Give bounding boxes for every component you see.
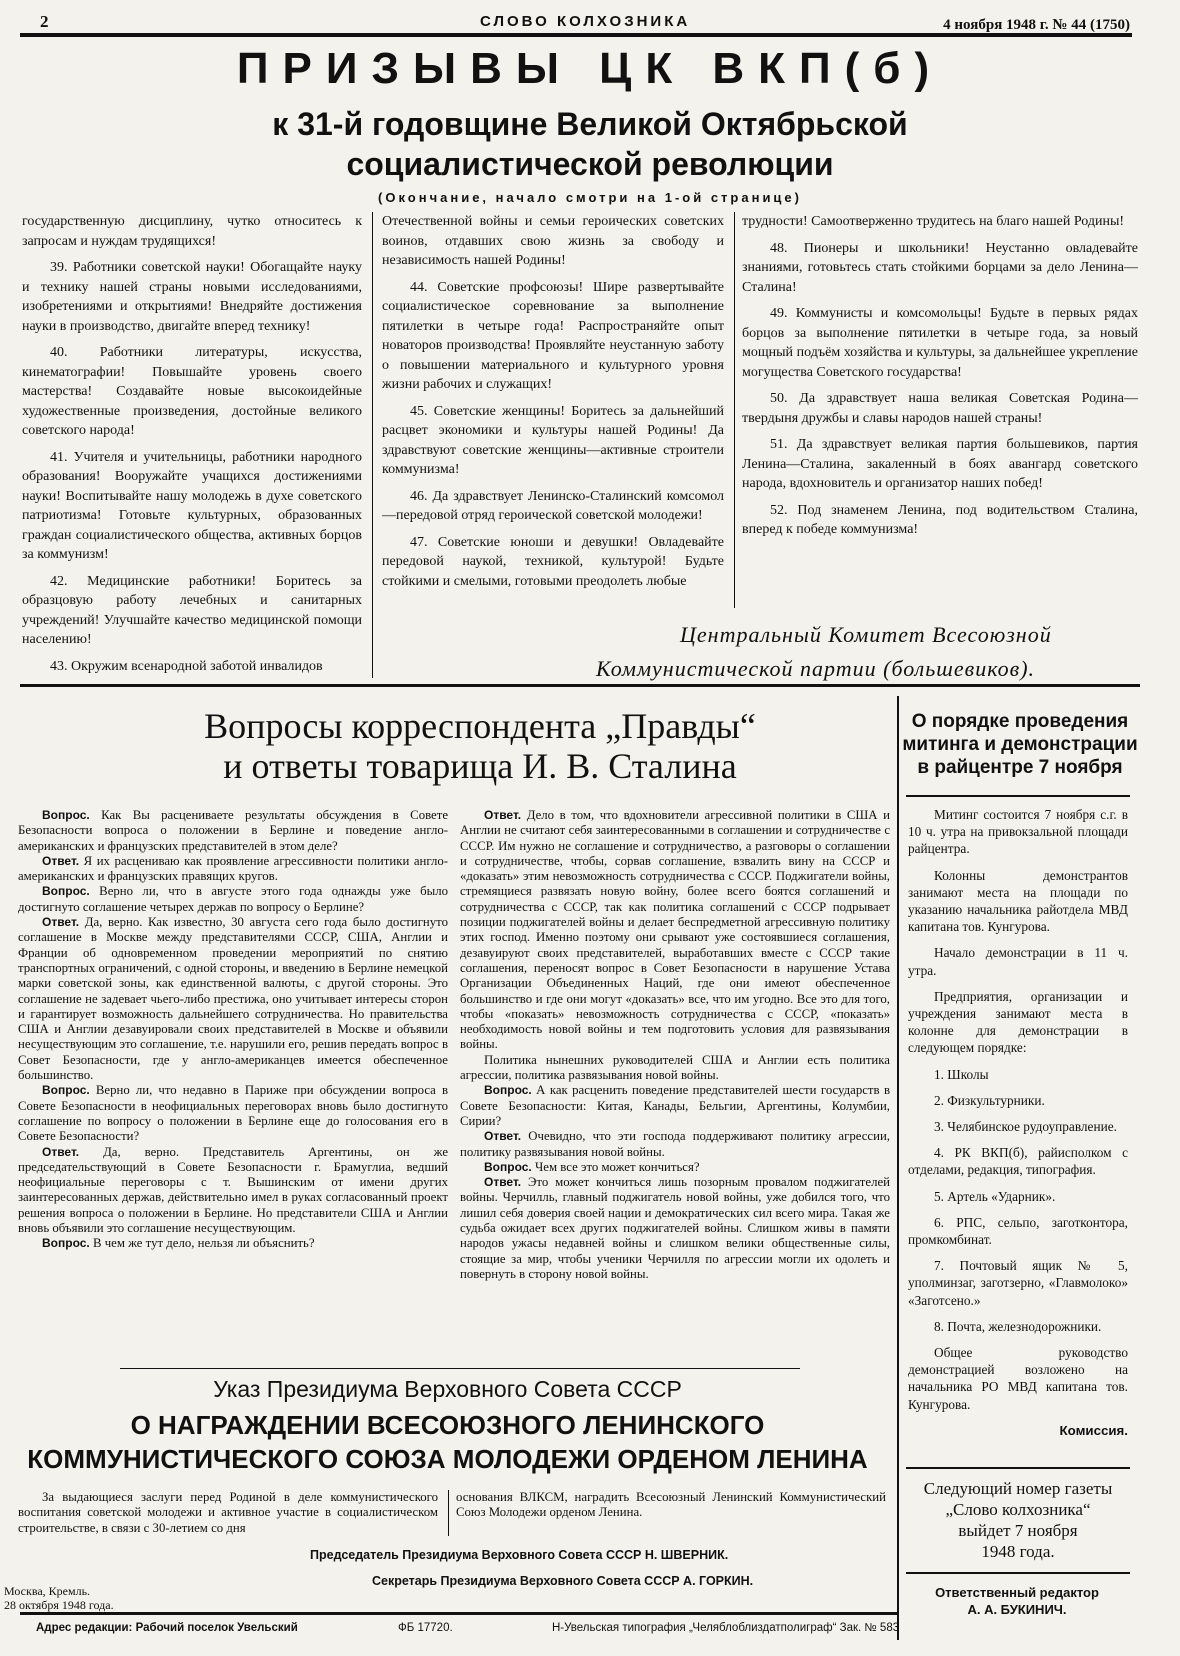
calls-column-1: [22, 212, 362, 683]
meeting-paragraph: 7. Почтовый ящик № 5, уполминзаг, заготзерно, «Главмолоко» «Заготсено.»: [908, 1258, 1128, 1308]
masthead: [40, 8, 1130, 33]
footer-rule: [20, 1612, 898, 1615]
calls-paragraph: 49. Коммунисты и комсомольцы! Будьте в первых рядах борцов за выполнение пятилетки в четыре года, за новый мощный подъём хозяйства и культуры, за дальнейшее укрепление могущества Советского государства!: [742, 306, 1138, 380]
next-issue-line: Следующий номер газеты: [923, 1479, 1113, 1498]
qa-text: Очевидно, что эти господа поддерживают политику агрессии, политику развязывания новой войны.: [460, 1129, 891, 1159]
meeting-paragraph: Предприятия, организации и учреждения занимают места в колонне для демонстрации в следующем порядке:: [908, 988, 1128, 1056]
meeting-paragraph: 4. РК ВКП(б), райисполком с отделами, редакция, типография.: [908, 1145, 1128, 1178]
qa-text: Дело в том, что вдохновители агрессивной политики в США и Англии не считают себя заинтересованными в соглашении и сотрудничестве с СССР. Им нужно не соглашение и сотрудничество, а разговоры о соглашении и сотрудничестве, чтобы, сорвав соглашение, взвалить вину на СССР и «доказать» этим невозможность сотрудничества с СССР. Поджигатели войны, стремящиеся развязать новую войну, более всего боятся соглашений и сотрудничества с СССР, так как политика соглашений с СССР подрывает позиции поджигателей войны и делает беспредметной агрессивную политику этих господ. Именно поэтому они срывают уже состоявшиеся соглашения, дезавуируют своих представителей, выработавших вместе с СССР такие соглашения, переносят вопрос в Совет Безопасности в нарушение Устава Организации Объединенных Наций, где они имеют обеспеченное большинство и где они могут «доказать» все, что им угодно. Все это для того, чтобы «показать» невозможность сотрудничества с СССР, «показать» необходимость новой войны и тем подготовить условия для развязывания войны.: [460, 808, 890, 1052]
qa-label: Вопрос.: [484, 1159, 532, 1174]
qa-text: Как Вы расцениваете результаты обсуждения в Совете Безопасности вопроса о положении в Берлине и поведение англо-американских и французских представителей в этом деле?: [18, 808, 449, 853]
calls-paragraph: 51. Да здравствует великая партия большевиков, партия Ленина—Сталина, закаленный в боях авангард советского народа, вдохновитель и организатор наших побед!: [742, 437, 1138, 491]
decree-divider: [448, 1490, 449, 1536]
calls-paragraph: Отечественной войны и семьи героических советских воинов, отдавших свою жизнь за свободу и независимость нашей Родины!: [382, 214, 724, 268]
calls-paragraph: государственную дисциплину, чутко относитесь к запросам и нуждам трудящихся!: [22, 214, 362, 249]
meeting-paragraph: Колонны демонстрантов занимают места на площади по указанию начальника райотдела МВД капитана тов. Кунгурова.: [908, 867, 1128, 935]
decree-secretary: Секретарь Президиума Верховного Совета СССР А. ГОРКИН.: [372, 1574, 754, 1588]
interview-column-1: [18, 808, 448, 1252]
calls-paragraph: 50. Да здравствует наша великая Советская Родина—твердыня дружбы и славы народов нашей страны!: [742, 391, 1138, 426]
next-issue-line: 1948 года.: [981, 1542, 1055, 1561]
qa-label: Ответ.: [42, 915, 80, 930]
meeting-paragraph: 1. Школы: [934, 1066, 989, 1082]
decree-text-right: [456, 1490, 886, 1521]
continuation-note: (Окончание, начало смотри на 1-ой странице): [378, 190, 802, 205]
decree-text-left: [18, 1490, 438, 1536]
qa-item: [460, 1160, 890, 1175]
next-issue-notice: [900, 1478, 1136, 1562]
calls-subtitle-line-1: к 31-й годовщине Великой Октябрьской: [272, 106, 908, 142]
column-divider: [372, 212, 373, 678]
editor-block: [904, 1584, 1130, 1618]
calls-title: ПРИЗЫВЫ ЦК ВКП(б): [236, 44, 944, 93]
meeting-paragraph: Начало демонстрации в 11 ч. утра.: [908, 945, 1128, 978]
qa-label: Вопрос.: [42, 808, 90, 822]
meeting-body: [908, 806, 1128, 1448]
meeting-title: О порядке проведения митинга и демонстрации в райцентре 7 ноября: [902, 711, 1138, 778]
calls-paragraph: 52. Под знаменем Ленина, под водительством Сталина, вперед к победе коммунизма!: [742, 502, 1138, 537]
qa-text: Верно ли, что недавно в Париже при обсуждении вопроса в Совете Безопасности в неофициальных переговорах вновь было достигнуто соглашение по вопросу о положении в Берлине еще до голосования его в Совете Безопасности?: [18, 1083, 448, 1144]
calls-paragraph: 47. Советские юноши и девушки! Овладевайте передовой наукой, техникой, культурой! Будьте стойкими и смелыми, готовыми преодолеть любые: [382, 534, 724, 589]
calls-column-3: [742, 212, 1138, 547]
decree-chairman: Председатель Президиума Верховного Совета СССР Н. ШВЕРНИК.: [310, 1548, 729, 1562]
qa-item: [18, 915, 448, 1083]
cc-signature-line-1: Центральный Комитет Всесоюзной: [680, 622, 1052, 647]
sidebar-rule: [897, 696, 899, 1640]
interview-column-2: [460, 808, 890, 1282]
qa-label: Вопрос.: [484, 1083, 532, 1098]
decree-place-date: [4, 1584, 114, 1612]
calls-paragraph: 41. Учителя и учительницы, работники народного образования! Вооружайте учащихся достижениями науки! Воспитывайте нашу молодежь в духе советского патриотизма! Готовьте культурных, образованных граждан социалистического общества, активных борцов за коммунизм!: [22, 449, 362, 562]
meeting-paragraph: 5. Артель «Ударник».: [934, 1188, 1056, 1204]
editor-rule: [906, 1572, 1130, 1574]
qa-text: Я их расцениваю как проявление агрессивности политики англо-американских и французских правящих кругов.: [18, 853, 448, 884]
qa-text: Да, верно. Представитель Аргентины, он же председательствующий в Совете Безопасности г. Брамуглиа, ведший неофициальные переговоры с т. Вышинским от имени других заинтересованных держав, действительно имел в руках согласованный проект решения вопроса о положении в Берлине. Но представители США и Англии вновь объявили это соглашение несуществующим.: [18, 1144, 448, 1236]
qa-text: Политика нынешних руководителей США и Англии есть политика агрессии, политика развязывания новой войны.: [460, 1052, 890, 1083]
calls-column-2: [382, 212, 724, 598]
calls-paragraph: трудности! Самоотверженно трудитесь на благо нашей Родины!: [742, 214, 1125, 229]
calls-paragraph: 42. Медицинские работники! Боритесь за образцовую работу лечебных и санитарных учреждений! Улучшайте качество медицинской помощи населению!: [22, 573, 362, 647]
issue-date: 4 ноября 1948 г. № 44 (1750): [943, 17, 1130, 33]
next-issue-rule: [906, 1467, 1130, 1469]
meeting-paragraph: 6. РПС, сельпо, заготконтора, промкомбинат.: [908, 1214, 1128, 1248]
calls-paragraph: 39. Работники советской науки! Обогащайте науку и технику нашей страны новыми исследованиями, изобретениями и открытиями! Внедряйте достижения науки в производство, двигайте вперед технику!: [22, 260, 362, 334]
qa-text: В чем же тут дело, нельзя ли объяснить?: [92, 1236, 315, 1251]
decree-rule: [120, 1368, 800, 1369]
decree-title-line-2: КОММУНИСТИЧЕСКОГО СОЮЗА МОЛОДЕЖИ ОРДЕНОМ ЛЕНИНА: [27, 1444, 868, 1474]
decree-title: [0, 1408, 895, 1476]
decree-paragraph: За выдающиеся заслуги перед Родиной в деле коммунистического воспитания советской молодежи и активное участие в социалистическом строительстве, в связи с 30-летием со дня: [18, 1490, 438, 1535]
calls-paragraph: 46. Да здравствует Ленинско-Сталинский комсомол—передовой отряд героической советской молодежи!: [382, 488, 724, 523]
qa-label: Ответ.: [42, 853, 80, 868]
qa-item: [460, 1175, 890, 1282]
qa-label: Ответ.: [484, 1129, 522, 1144]
calls-paragraph: 43. Окружим всенародной заботой инвалидов: [50, 658, 323, 674]
calls-paragraph: 48. Пионеры и школьники! Неустанно овладевайте знаниями, готовьтесь стать стойкими борцами за дело Ленина—Сталина!: [742, 240, 1138, 295]
qa-label: Вопрос.: [42, 1236, 90, 1251]
newspaper-name: СЛОВО КОЛХОЗНИКА: [480, 13, 691, 30]
decree-title-line-1: О НАГРАЖДЕНИИ ВСЕСОЮЗНОГО ЛЕНИНСКОГО: [130, 1410, 765, 1440]
meeting-paragraph: Общее руководство демонстрацией возложено на начальника РО МВД капитана тов. Кунгурова.: [908, 1345, 1128, 1412]
qa-text: Чем все это может кончиться?: [534, 1159, 700, 1174]
interview-title: [120, 706, 840, 786]
decree-heading: Указ Президиума Верховного Совета СССР: [213, 1376, 682, 1402]
qa-item: [18, 808, 448, 854]
next-issue-line: „Слово колхозника“: [945, 1500, 1091, 1519]
qa-text: А как расценить поведение представителей шести государств в Совете Безопасности: Китая, Канады, Бельгии, Аргентины, Колумбии, Сирии?: [460, 1083, 890, 1128]
next-issue-line: выйдет 7 ноября: [958, 1521, 1078, 1540]
qa-item: [18, 854, 448, 885]
meeting-paragraph: Митинг состоится 7 ноября с.г. в 10 ч. утра на привокзальной площади райцентра.: [908, 807, 1128, 857]
qa-item: [18, 1236, 448, 1251]
masthead-rule: [20, 33, 1132, 37]
qa-item: [18, 884, 448, 915]
qa-item: [460, 1083, 890, 1129]
qa-label: Вопрос.: [42, 1083, 90, 1098]
qa-label: Ответ.: [42, 1144, 80, 1159]
editor-name: А. А. БУКИНИЧ.: [967, 1602, 1067, 1617]
qa-label: Ответ.: [484, 1175, 522, 1190]
qa-item: [460, 808, 890, 1053]
qa-item: [460, 1053, 890, 1084]
qa-label: Ответ.: [484, 808, 522, 822]
qa-item: [18, 1145, 448, 1237]
calls-subtitle-line-2: социалистической революции: [346, 146, 834, 182]
decree-paragraph: основания ВЛКСМ, наградить Всесоюзный Ленинский Коммунистический Союз Молодежи орденом Ленина.: [456, 1490, 886, 1520]
calls-subtitle: [0, 104, 1180, 184]
qa-item: [18, 1083, 448, 1144]
decree-place: Москва, Кремль.: [4, 1584, 91, 1598]
meeting-signature: Комиссия.: [1059, 1422, 1128, 1438]
calls-paragraph: 45. Советские женщины! Боритесь за дальнейший расцвет экономики и культуры нашей Родины! Да здравствуют советские женщины—активные строители коммунизма!: [382, 403, 724, 477]
footer-code: ФБ 17720.: [398, 1622, 453, 1634]
meeting-paragraph: 3. Челябинское рудоуправление.: [934, 1119, 1117, 1135]
column-divider: [734, 212, 735, 608]
footer-printer: Н-Увельская типография „Челяблоблиздатполиграф“ Зак. № 583: [552, 1622, 900, 1634]
meeting-rule: [906, 795, 1130, 797]
meeting-paragraph: 2. Физкультурники.: [934, 1092, 1045, 1108]
calls-paragraph: 44. Советские профсоюзы! Шире развертывайте социалистическое соревнование за выполнение пятилетки в четыре года! Распространяйте опыт новаторов производства! Проявляйте неустанную заботу о повышении материального и культурного уровня жизни рабочих и служащих!: [382, 279, 724, 392]
interview-title-line-1: Вопросы корреспондента „Правды“: [204, 706, 756, 746]
decree-date: 28 октября 1948 года.: [4, 1598, 114, 1612]
footer-address: Адрес редакции: Рабочий поселок Увельский: [36, 1622, 298, 1634]
calls-paragraph: 40. Работники литературы, искусства, кинематографии! Повышайте уровень своего мастерства! Создавайте новые высокоидейные художественные произведения, достойные великого советского народа!: [22, 345, 362, 438]
interview-title-line-2: и ответы товарища И. В. Сталина: [223, 746, 737, 786]
qa-text: Верно ли, что в августе этого года однажды уже было достигнуто соглашение четырех держав по вопросу о Берлине?: [18, 884, 448, 914]
section-rule: [20, 684, 1140, 687]
page-number: 2: [40, 12, 49, 31]
cc-signature-line-2: Коммунистической партии (большевиков).: [596, 656, 1036, 681]
qa-text: Это может кончиться лишь позорным провалом поджигателей войны. Черчилль, главный поджигатель новой войны, уже добился того, что лишил себя доверия своей нации и демократических сил всего мира. Такая же судьба ожидает всех других поджигателей войны. Слишком живы в памяти народов ужасы недавней войны и слишком велики общественные силы, стоящие за мир, чтобы ученики Черчилля по агрессии могли их одолеть и повернуть в сторону новой войны.: [460, 1175, 890, 1281]
meeting-paragraph: 8. Почта, железнодорожники.: [934, 1318, 1102, 1334]
qa-item: [460, 1129, 890, 1160]
editor-label: Ответственный редактор: [935, 1585, 1099, 1600]
qa-text: Да, верно. Как известно, 30 августа сего года было достигнуто соглашение в Москве между представителями СССР, США, Англии и Франции об одновременном проведении мероприятий по снятию транспортных ограничений, с одной стороны, и введению в Берлине немецкой марки советской зоны, как единственной валюты, с другой стороны. Это соглашение не задевает чьего-либо престижа, оно учитывает интересы сторон и гарантирует возможность дальнейшего сотрудничества. Но правительства США и Англии дезавуировали своих представителей в Москве и объявили несуществующим это соглашение, т.е. нарушили его, решив передать вопрос в Совет Безопасности, где у англо-американцев имеется обеспеченное большинство.: [18, 915, 449, 1083]
qa-label: Вопрос.: [42, 884, 90, 899]
